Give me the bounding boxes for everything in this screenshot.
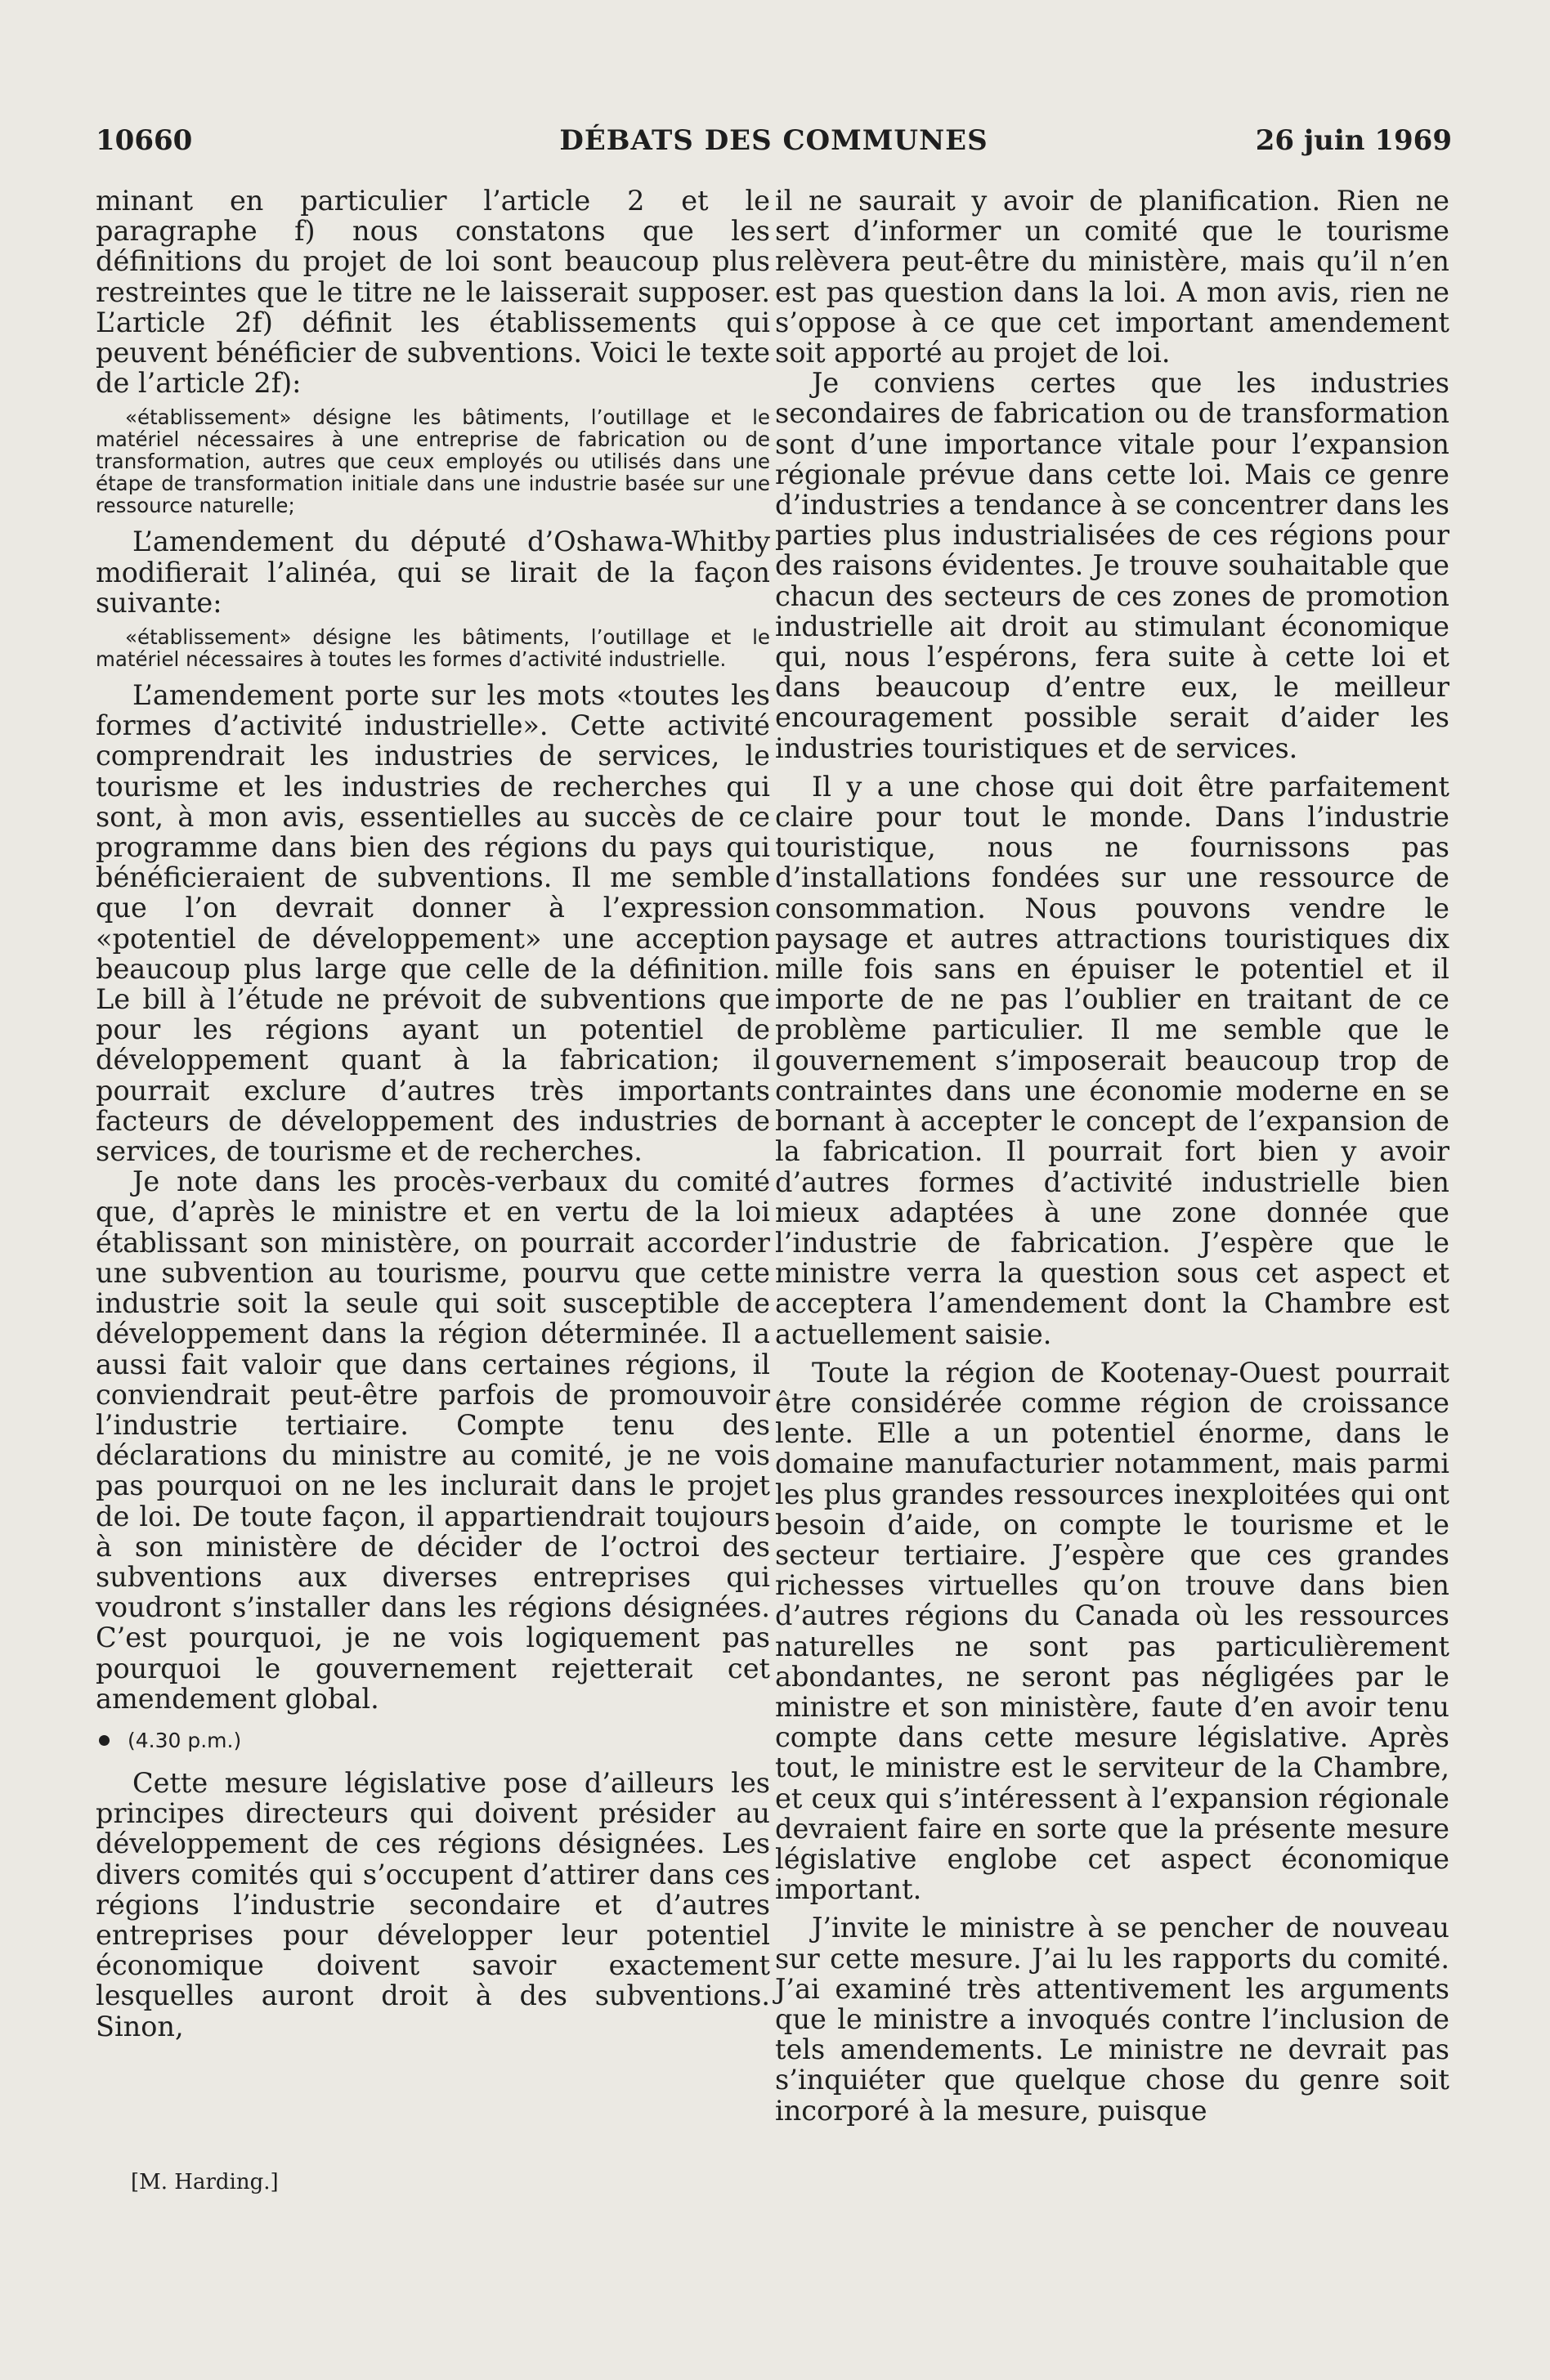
paragraph: Il y a une chose qui doit être parfaitement claire pour tout le monde. Dans l’industrie touristique, nous ne fournissons pas d’installations fondées sur une ressource de consommation. Nous pouvons vendre le paysage et autres attractions touristiques dix mille fois sans en épuiser le potentiel et il importe de ne pas l’oublier en traitant de ce problème particulier. Il me semble que le gouvernement s’imposerait beaucoup trop de contraintes dans une économie moderne en se bornant à accepter le concept de l’expansion de la fabrication. Il pourrait fort bien y avoir d’autres formes d’activité industrielle bien mieux adaptées à une zone donnée que l’industrie de fabrication. J’espère que le ministre verra la question sous cet aspect et acceptera l’amendement dont la Chambre est actuellement saisie. bbox=[775, 770, 1449, 1350]
page-date: 26 juin 1969 bbox=[1255, 124, 1452, 157]
page-header bbox=[96, 124, 1452, 163]
publication-title: DÉBATS DES COMMUNES bbox=[559, 124, 988, 157]
left-column bbox=[96, 186, 770, 2042]
paragraph: Je note dans les procès-verbaux du comité que, d’après le ministre et en vertu de la loi établissant son ministère, on pourrait accorder une subvention au tourisme, pourvu que cette industrie soit la seule qui soit susceptible de développement dans la région déterminée. Il a aussi fait valoir que dans certaines régions, il conviendrait peut-être parfois de promouvoir l’industrie tertiaire. Compte tenu des déclarations du ministre au comité, je ne vois pas pourquoi on ne les inclurait dans le projet de loi. De toute façon, il appartiendrait toujours à son ministère de décider de l’octroi des subventions aux diverses entreprises qui voudront s’installer dans les régions désignées. C’est pourquoi, je ne vois logiquement pas pourquoi le gouvernement rejetterait cet amendement global. bbox=[96, 1165, 770, 1715]
time-marker bbox=[96, 1729, 770, 1753]
bullet-icon bbox=[99, 1735, 110, 1746]
time-marker-text: (4.30 p.m.) bbox=[128, 1728, 242, 1752]
paragraph: L’amendement porte sur les mots «toutes les formes d’activité industrielle». Cette activité comprendrait les industries de services, le tourisme et les industries de recherches qui sont, à mon avis, essentielles au succès de ce programme dans bien des régions du pays qui bénéficieraient de subventions. Il me semble que l’on devrait donner à l’expression «potentiel de développement» une acception beaucoup plus large que celle de la définition. Le bill à l’étude ne prévoit de subventions que pour les régions ayant un potentiel de développement quant à la fabrication; il pourrait exclure d’autres très importants facteurs de développement des industries de services, de tourisme et de recherches. bbox=[96, 679, 770, 1168]
paragraph: Cette mesure législative pose d’ailleurs les principes directeurs qui doivent présider au développement de ces régions désignées. Les divers comités qui s’occupent d’attirer dans ces régions l’industrie secondaire et d’autres entreprises pour développer leur potentiel économique doivent savoir exactement lesquelles auront droit à des subventions. Sinon, bbox=[96, 1766, 770, 2042]
paragraph: J’invite le ministre à se pencher de nouveau sur cette mesure. J’ai lu les rapports du comité. J’ai examiné très attentivement les arguments que le ministre a invoqués contre l’inclusion de tels amendements. Le ministre ne devrait pas s’inquiéter que quelque chose du genre soit incorporé à la mesure, puisque bbox=[775, 1912, 1449, 2127]
paragraph: Je conviens certes que les industries secondaires de fabrication ou de transformation sont d’une importance vitale pour l’expansion régionale prévue dans cette loi. Mais ce genre d’industries a tendance à se concentrer dans les parties plus industrialisées de ces régions pour des raisons évidentes. Je trouve souhaitable que chacun des secteurs de ces zones de promotion industrielle ait droit au stimulant économique qui, nous l’espérons, fera suite à cette loi et dans beaucoup d’entre eux, le meilleur encouragement possible serait d’aider les industries touristiques et de services. bbox=[775, 367, 1449, 764]
paragraph: L’amendement du député d’Oshawa-Whitby modifierait l’alinéa, qui se lirait de la façon suivante: bbox=[96, 526, 770, 619]
block-quote: «établissement» désigne les bâtiments, l’outillage et le matériel nécessaires à toutes les formes d’activité industrielle. bbox=[96, 625, 770, 672]
speaker-attribution: [M. Harding.] bbox=[131, 2170, 279, 2194]
page-number: 10660 bbox=[96, 124, 193, 157]
block-quote: «établissement» désigne les bâtiments, l’outillage et le matériel nécessaires à une entreprise de fabrication ou de transformation, autres que ceux employés ou utilisés dans une étape de transformation initiale dans une industrie basée sur une ressource naturelle; bbox=[96, 405, 770, 518]
paragraph: il ne saurait y avoir de planification. Rien ne sert d’informer un comité que le tourisme relèvera peut-être du ministère, mais qu’il n’en est pas question dans la loi. A mon avis, rien ne s’oppose à ce que cet important amendement soit apporté au projet de loi. bbox=[775, 185, 1449, 369]
paragraph: Toute la région de Kootenay-Ouest pourrait être considérée comme région de croissance lente. Elle a un potentiel énorme, dans le domaine manufacturier notamment, mais parmi les plus grandes ressources inexploitées qui ont besoin d’aide, on compte le tourisme et le secteur tertiaire. J’espère que ces grandes richesses virtuelles qu’on trouve dans bien d’autres régions du Canada où les ressources naturelles ne sont pas particulièrement abondantes, ne seront pas négligées par le ministre et son ministère, faute d’en avoir tenu compte dans cette mesure législative. Après tout, le ministre est le serviteur de la Chambre, et ceux qui s’intéressent à l’expansion régionale devraient faire en sorte que la présente mesure législative englobe cet aspect économique important. bbox=[775, 1356, 1449, 1906]
paragraph: minant en particulier l’article 2 et le paragraphe f) nous constatons que les définitions du projet de loi sont beaucoup plus restreintes que le titre ne le laisserait supposer. L’article 2f) définit les établissements qui peuvent bénéficier de subventions. Voici le texte de l’article 2f): bbox=[96, 185, 770, 400]
right-column bbox=[775, 186, 1449, 2126]
